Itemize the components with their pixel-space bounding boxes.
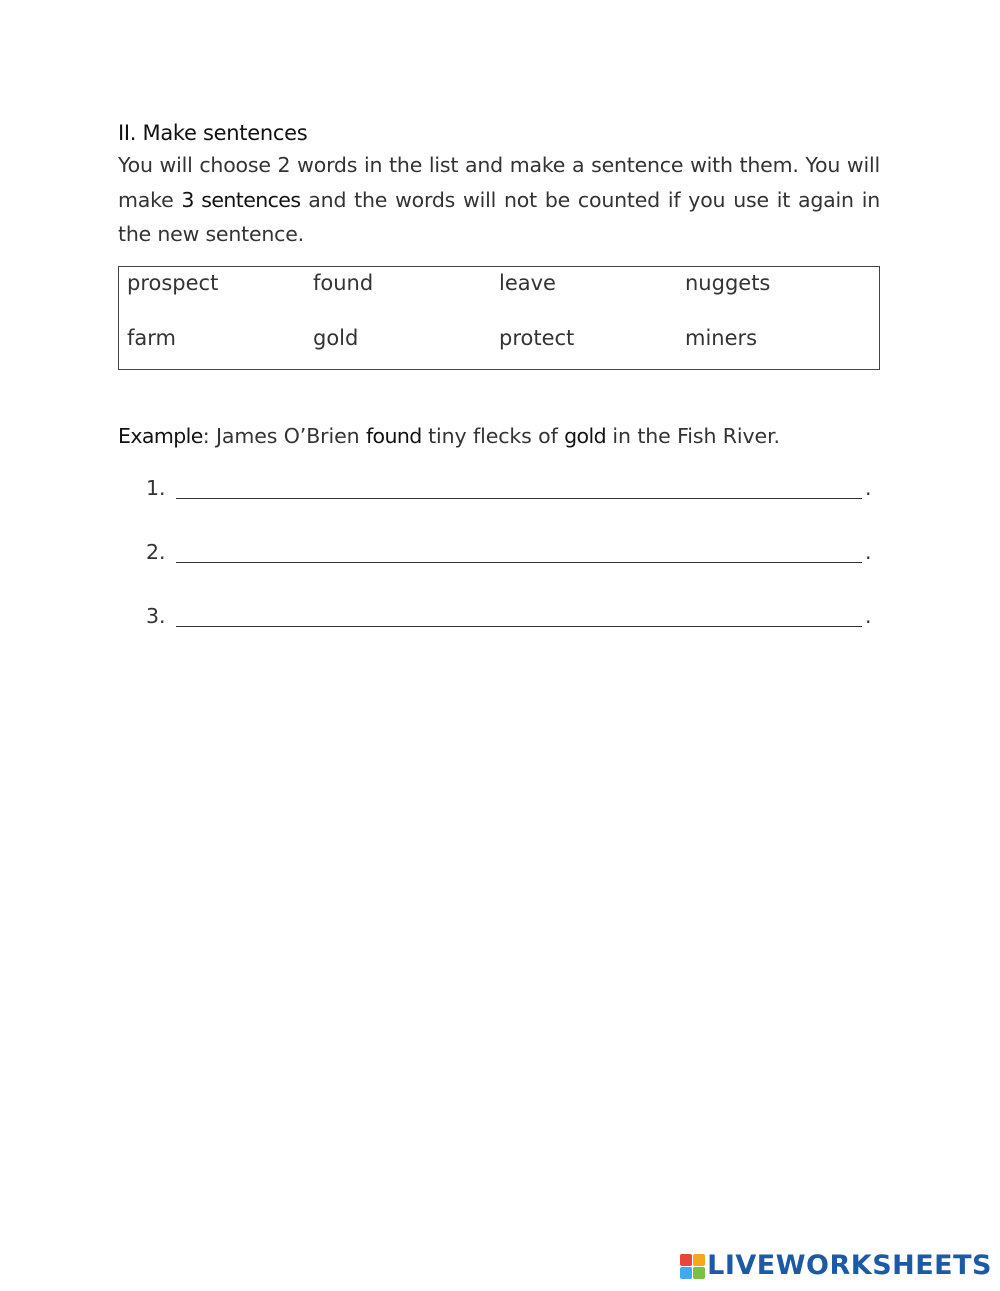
instructions-emphasis: 3 sentences — [181, 187, 301, 212]
word-item: found — [313, 270, 374, 295]
answer-number: 3. — [146, 603, 166, 628]
instructions — [118, 148, 880, 252]
worksheet-content — [118, 118, 880, 664]
answer-blank-3[interactable] — [176, 626, 862, 627]
instructions-text-2: and the words will not be counted if you use it again in the new sentence. — [118, 187, 881, 246]
answer-row-2 — [118, 536, 880, 600]
word-item: nuggets — [685, 270, 771, 295]
answer-number: 1. — [146, 475, 166, 500]
answer-period: . — [865, 475, 872, 500]
word-item: miners — [685, 325, 758, 350]
example-text-3: in the Fish River. — [606, 423, 780, 448]
answer-period: . — [865, 603, 872, 628]
liveworksheets-logo-icon — [680, 1254, 705, 1279]
word-item: gold — [313, 325, 359, 350]
answer-number: 2. — [146, 539, 166, 564]
answer-blank-2[interactable] — [176, 562, 862, 563]
word-item: protect — [499, 325, 575, 350]
example-word-2: gold — [564, 423, 607, 448]
answer-row-3 — [118, 600, 880, 664]
answer-blank-1[interactable] — [176, 498, 862, 499]
word-list-box — [118, 266, 880, 370]
example-label: Example — [118, 423, 203, 448]
answer-list — [118, 472, 880, 664]
example-text-1: James O’Brien — [215, 423, 366, 448]
logo-tile — [693, 1254, 705, 1266]
word-item: leave — [499, 270, 556, 295]
section-title: II. Make sentences — [118, 121, 308, 145]
brand-name: LIVEWORKSHEETS — [707, 1250, 992, 1281]
logo-tile — [680, 1267, 692, 1279]
word-item: prospect — [127, 270, 219, 295]
answer-row-1 — [118, 472, 880, 536]
example-colon: : — [202, 423, 216, 448]
word-item: farm — [127, 325, 176, 350]
example-text-2: tiny flecks of — [421, 423, 565, 448]
example-word-1: found — [365, 423, 422, 448]
logo-tile — [693, 1267, 705, 1279]
logo-tile — [680, 1254, 692, 1266]
answer-period: . — [865, 539, 872, 564]
example-sentence — [118, 420, 880, 452]
brand-logo — [680, 1251, 992, 1281]
instructions-text-1: You will choose 2 words in the list and make a sentence with them. You will make — [118, 153, 880, 212]
